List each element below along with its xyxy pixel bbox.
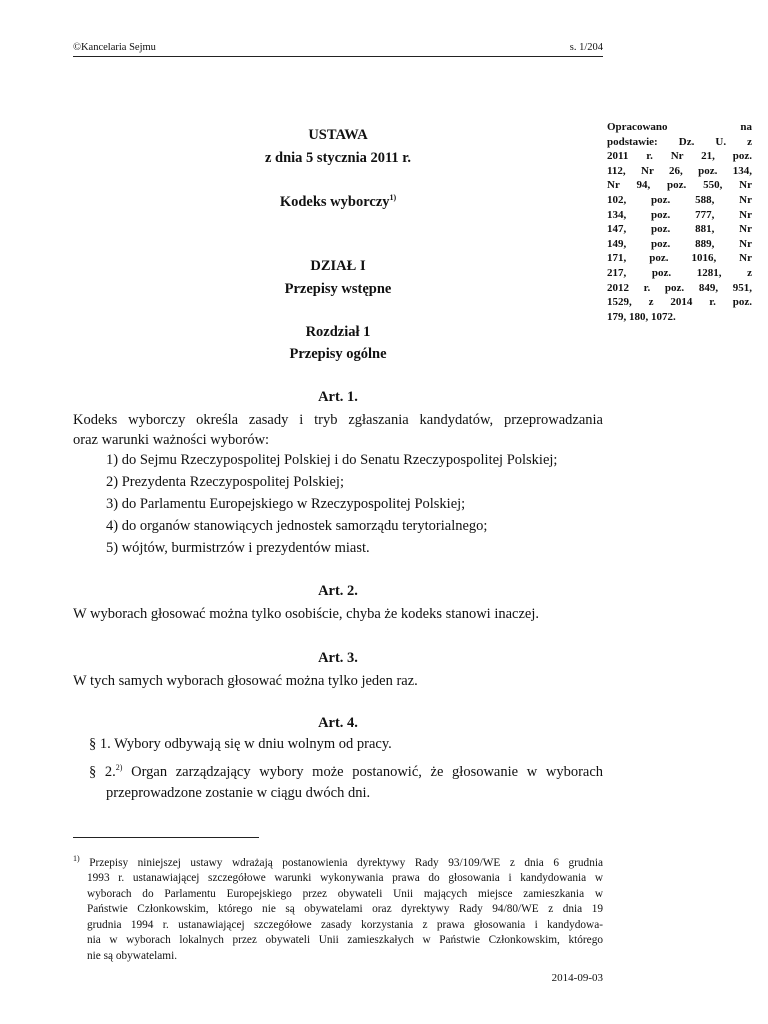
- source-note-line: 1529, z 2014 r. poz.: [607, 296, 752, 309]
- page-number: s. 1/204: [569, 42, 603, 53]
- art-4-heading: Art. 4.: [318, 715, 358, 731]
- footnote-line: Państwie Członkowskim, którego nie są obywatelami oraz dyrektywy Rady 94/80/WE z dnia 19: [87, 903, 603, 916]
- source-note-line: 134, poz. 777, Nr: [607, 208, 752, 221]
- footnote-line: nia w wyborach lokalnych przez obywateli Unii zamieszkałych w Państwie Członkowskim, którego: [87, 934, 603, 947]
- footnote-1: [73, 851, 603, 964]
- act-name: [73, 193, 603, 211]
- footnote-divider: [73, 837, 259, 838]
- source-note-line: 102, poz. 588, Nr: [607, 193, 752, 206]
- source-note-line: 171, poz. 1016, Nr: [607, 252, 752, 265]
- art-4-paragraph-2-label: § 2.: [89, 763, 116, 780]
- act-name-text: Kodeks wyborczy: [279, 193, 390, 210]
- footnote-marker: 1): [73, 854, 80, 863]
- source-note-line: 147, poz. 881, Nr: [607, 223, 752, 236]
- source-note-line: 2012 r. poz. 849, 951,: [607, 281, 752, 294]
- source-note-line: 2011 r. Nr 21, poz.: [607, 150, 752, 163]
- art-2-text: W wyborach głosować można tylko osobiście, chyba że kodeks stanowi inaczej.: [73, 606, 540, 622]
- source-note-line: 149, poz. 889, Nr: [607, 237, 752, 250]
- act-date: z dnia 5 stycznia 2011 r.: [264, 150, 412, 166]
- source-note-line: Nr 94, poz. 550, Nr: [607, 179, 752, 192]
- footnote-line: [73, 851, 603, 871]
- art-1-heading: Art. 1.: [318, 389, 358, 405]
- act-type: USTAWA: [308, 127, 368, 143]
- footer-date: 2014-09-03: [551, 972, 603, 984]
- header-source: ©Kancelaria Sejmu: [73, 42, 156, 53]
- art-4-paragraph-1: § 1. Wybory odbywają się w dniu wolnym od pracy.: [89, 736, 392, 752]
- art-4-paragraph-2-line: [89, 757, 603, 783]
- division-label: DZIAŁ I: [310, 258, 366, 274]
- art-4-paragraph-2: [89, 757, 603, 804]
- division-title: Przepisy wstępne: [284, 281, 392, 297]
- art-1-intro-line: Kodeks wyborczy określa zasady i tryb zgłaszania kandydatów, przeprowadzania: [73, 412, 603, 428]
- art-3-heading: Art. 3.: [318, 650, 358, 666]
- art-1-intro: [73, 410, 603, 450]
- art-1-item: 2) Prezydenta Rzeczypospolitej Polskiej;: [106, 474, 344, 490]
- footnote-ref-2[interactable]: 2): [115, 763, 123, 772]
- art-4-paragraph-2-line: przeprowadzone zostanie w ciągu dwóch dni.: [106, 784, 371, 801]
- footnote-line: 1993 r. ustanawiającej szczegółowe warunki wykonywania prawa do głosowania i kandydowania w: [87, 872, 603, 885]
- footnote-line: grudnia 1994 r. ustanawiającej szczegółowe zasady korzystania z prawa głosowania i kandydowa-: [87, 918, 603, 931]
- source-note-line: 217, poz. 1281, z: [607, 266, 752, 279]
- source-note-line: 112, Nr 26, poz. 134,: [607, 164, 752, 177]
- art-1-item: 1) do Sejmu Rzeczypospolitej Polskiej i do Senatu Rzeczypospolitej Polskiej;: [106, 452, 558, 468]
- source-note: [607, 120, 752, 324]
- art-3-text: W tych samych wyborach głosować można tylko jeden raz.: [73, 673, 418, 689]
- chapter-title: Przepisy ogólne: [289, 346, 387, 362]
- footnote-ref-1[interactable]: 1): [389, 193, 397, 202]
- art-2-heading: Art. 2.: [318, 583, 358, 599]
- footnote-line: wyborach do Parlamentu Europejskiego przez obywateli Unii mających miejsce zamieszkania w: [87, 887, 603, 900]
- footnote-text: Przepisy niniejszej ustawy wdrażają postanowienia dyrektywy Rady 93/109/WE z dnia 6 grudnia: [89, 856, 603, 869]
- art-1-item: 5) wójtów, burmistrzów i prezydentów miast.: [106, 540, 370, 556]
- source-note-line: 179, 180, 1072.: [607, 310, 676, 323]
- art-1-item: 3) do Parlamentu Europejskiego w Rzeczypospolitej Polskiej;: [106, 496, 466, 512]
- chapter-label: Rozdział 1: [305, 324, 371, 340]
- art-4-paragraph-2-text: Organ zarządzający wybory może postanowić, że głosowanie w wyborach: [131, 763, 604, 780]
- footnote-line: nie są obywatelami.: [87, 949, 178, 962]
- art-1-item: 4) do organów stanowiących jednostek samorządu terytorialnego;: [106, 518, 488, 534]
- art-1-intro-line: oraz warunki ważności wyborów:: [73, 432, 270, 448]
- source-note-line: podstawie: Dz. U. z: [607, 135, 752, 148]
- header-divider: [73, 56, 603, 57]
- source-note-line: Opracowano na: [607, 121, 752, 133]
